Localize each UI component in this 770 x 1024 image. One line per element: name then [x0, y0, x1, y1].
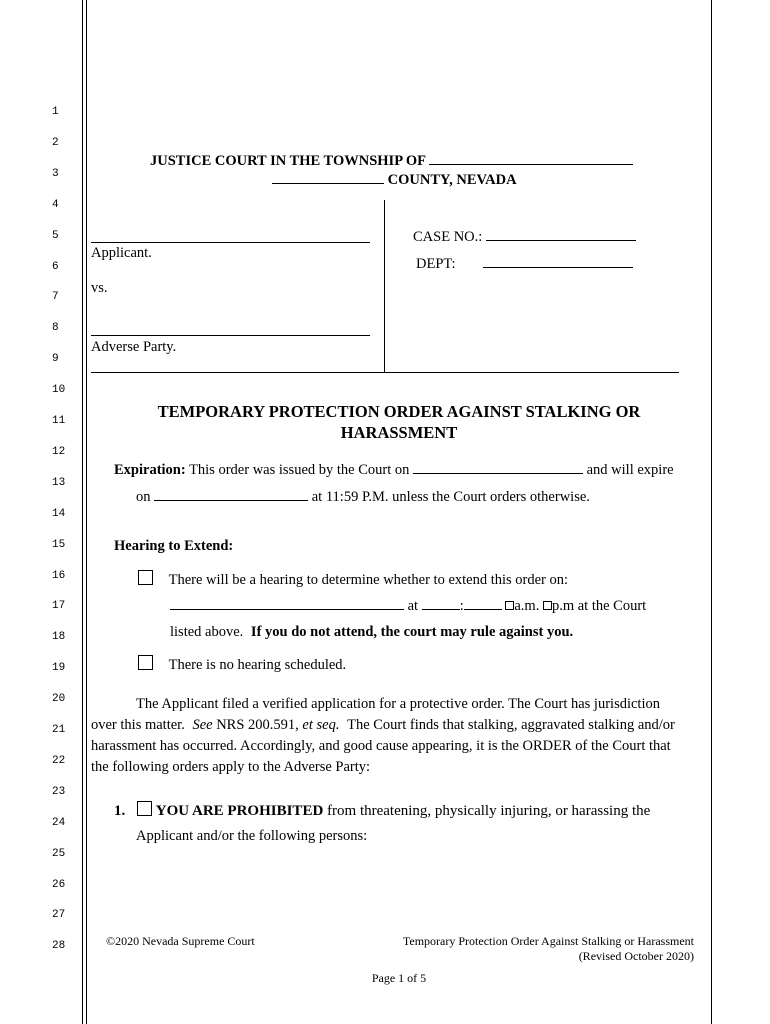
- township-blank: [429, 152, 633, 165]
- line-number: 15: [52, 538, 66, 551]
- line-number: 5: [52, 229, 59, 242]
- right-margin-rule: [711, 0, 712, 1024]
- line-number: 2: [52, 136, 59, 149]
- hearing-hour-blank: [422, 597, 460, 610]
- prohibited-checkbox[interactable]: [137, 801, 152, 816]
- order-item-1-continued: Applicant and/or the following persons:: [136, 828, 368, 844]
- caption-divider: [384, 200, 385, 372]
- hearing-option-2: There is no hearing scheduled.: [138, 655, 346, 674]
- adverse-party-label: Adverse Party.: [91, 339, 177, 355]
- line-number: 27: [52, 909, 66, 922]
- line-number: 9: [52, 353, 59, 366]
- line-number: 23: [52, 785, 66, 798]
- line-number: 7: [52, 291, 59, 304]
- line-number: 28: [52, 940, 66, 953]
- line-number: 24: [52, 816, 66, 829]
- footer-copyright: ©2020 Nevada Supreme Court: [106, 934, 255, 948]
- line-number: 1: [52, 106, 59, 118]
- expiration-line2: on at 11:59 P.M. unless the Court orders otherwise.: [136, 489, 590, 505]
- county-blank: [272, 171, 384, 184]
- line-number: 14: [52, 507, 66, 520]
- hearing-scheduled-checkbox[interactable]: [138, 570, 153, 585]
- adverse-party-name-line: [91, 335, 370, 336]
- vs-label: vs.: [91, 280, 108, 296]
- issue-date-blank: [413, 461, 583, 474]
- left-margin-rule-2: [86, 0, 87, 1024]
- case-number-field: CASE NO.:: [413, 228, 636, 246]
- line-number: 18: [52, 631, 66, 644]
- line-number: 3: [52, 167, 59, 180]
- line-number: 6: [52, 260, 59, 273]
- expire-date-blank: [154, 488, 308, 501]
- findings-line2: over this matter. See NRS 200.591, et seq. The Court finds that stalking, aggravated stalking and/or: [91, 717, 675, 733]
- footer-revised: (Revised October 2020): [578, 949, 694, 963]
- line-number: 22: [52, 754, 66, 767]
- findings-line4: the following orders apply to the Adverse Party:: [91, 759, 371, 775]
- line-number: 19: [52, 662, 66, 675]
- line-number: 13: [52, 476, 66, 489]
- line-number: 16: [52, 569, 66, 582]
- left-margin-rule-1: [82, 0, 83, 1024]
- document-title-line2: HARASSMENT: [340, 423, 458, 442]
- line-number: 17: [52, 600, 66, 613]
- line-number: 4: [52, 198, 59, 211]
- hearing-heading: Hearing to Extend:: [114, 538, 234, 554]
- line-number: 10: [52, 384, 66, 397]
- hearing-date-blank: [170, 597, 404, 610]
- line-number: 11: [52, 415, 66, 427]
- dept-field: DEPT:: [416, 255, 633, 273]
- hearing-details-line: at : a.m. p.m at the Court: [170, 597, 646, 615]
- order-item-1: 1. YOU ARE PROHIBITED from threatening, physically injuring, or harassing the: [114, 803, 651, 819]
- case-number-blank: [486, 228, 636, 241]
- footer-page-number: Page 1 of 5: [371, 971, 427, 985]
- findings-line3: harassment has occurred. Accordingly, and good cause appearing, it is the ORDER of the Court that: [91, 738, 671, 754]
- no-hearing-checkbox[interactable]: [138, 655, 153, 670]
- line-number: 26: [52, 878, 66, 891]
- caption-bottom-rule: [91, 372, 679, 373]
- dept-blank: [483, 255, 633, 268]
- pm-checkbox[interactable]: [543, 601, 552, 610]
- footer-form-title: Temporary Protection Order Against Stalking or Harassment: [402, 934, 694, 948]
- hearing-minute-blank: [464, 597, 502, 610]
- expiration-line1: Expiration: This order was issued by the Court on and will expire: [114, 462, 674, 478]
- document-title-line1: TEMPORARY PROTECTION ORDER AGAINST STALKING OR: [157, 402, 641, 421]
- line-number: 21: [52, 724, 66, 736]
- hearing-warning-line: listed above. If you do not attend, the court may rule against you.: [170, 624, 574, 640]
- court-header-line2: COUNTY, NEVADA: [272, 171, 517, 189]
- applicant-label: Applicant.: [91, 245, 152, 261]
- court-header-line1: JUSTICE COURT IN THE TOWNSHIP OF: [150, 152, 633, 170]
- line-number: 8: [52, 322, 59, 335]
- findings-line1: The Applicant filed a verified application for a protective order. The Court has jurisdiction: [136, 696, 660, 712]
- line-number: 12: [52, 445, 66, 458]
- line-number: 25: [52, 847, 66, 860]
- hearing-option-1: There will be a hearing to determine whether to extend this order on:: [138, 570, 568, 589]
- line-number: 20: [52, 693, 66, 706]
- applicant-name-line: [91, 242, 370, 243]
